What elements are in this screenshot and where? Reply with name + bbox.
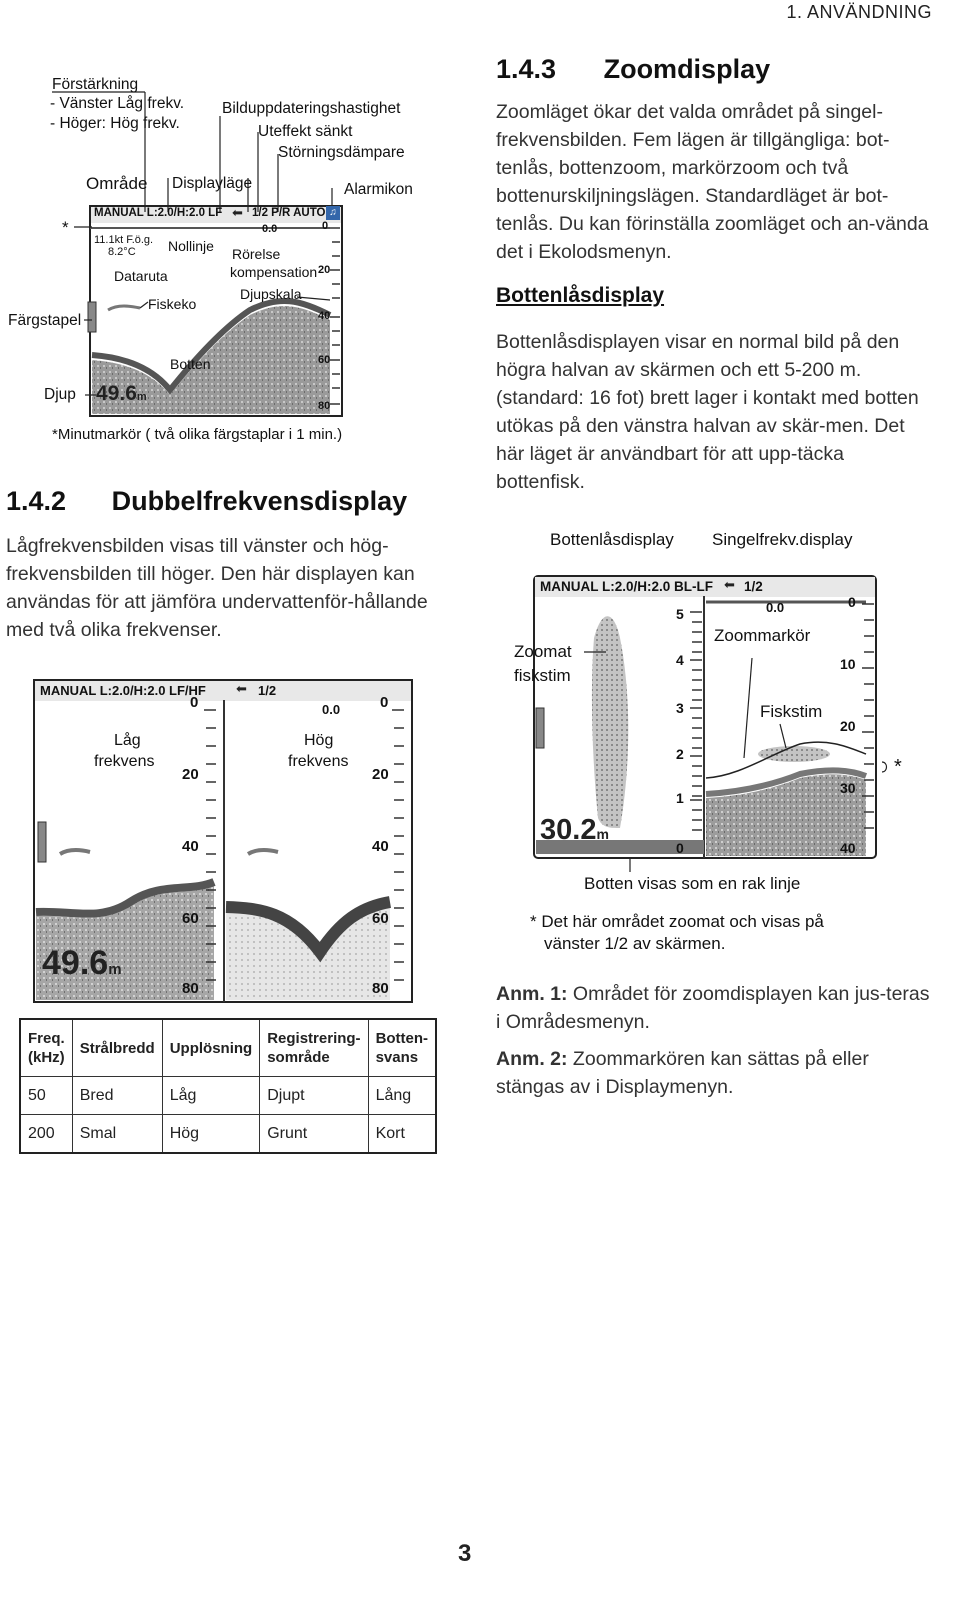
scale-label: 60 xyxy=(182,910,199,927)
scale-label: 3 xyxy=(676,700,684,716)
display-mode-callout: Displayläge xyxy=(172,175,253,192)
frequency-comparison-table xyxy=(19,1018,437,1154)
scale-label: 0 xyxy=(848,594,856,610)
scale-label: 0 xyxy=(322,220,329,232)
zero-line-callout: Nollinje xyxy=(168,238,214,254)
status-bar-right-text: 1/2 P/R AUTO xyxy=(252,207,326,219)
depth-value: 49.6 xyxy=(42,944,109,982)
high-frequency-label: Hög xyxy=(304,732,334,749)
scale-label: 20 xyxy=(318,264,331,276)
table-cell: Lång xyxy=(368,1077,436,1115)
advance-text: 1/2 xyxy=(258,683,277,698)
bottom-lock-heading: Bottenlåsdisplay xyxy=(496,284,665,307)
table-header-cell: Registrering-sområde xyxy=(260,1019,368,1077)
table-cell: 200 xyxy=(20,1115,72,1154)
scale-label: 2 xyxy=(676,746,684,762)
table-cell: 50 xyxy=(20,1077,72,1115)
data-line-2: 8.2°C xyxy=(108,246,136,258)
gain-low-callout: - Vänster Låg frekv. xyxy=(50,95,185,112)
table-row xyxy=(20,1077,436,1115)
bottom-lock-body: Bottenlåsdisplayen visar en normal bild på den högra halvan av skärmen och ett 5-200 m. (standard: 16 fot) brett lager i kontakt med botten utökas på den vänstra halvan av skär-men. Det här läget är användbart för att upp-täcka bottenfisk. xyxy=(496,331,919,493)
figure-dual-frequency xyxy=(30,676,420,1006)
depth-unit: m xyxy=(596,826,609,842)
depth-readout xyxy=(540,814,609,847)
status-bar-text: MANUAL L:2.0/H:2.0 LF/HF xyxy=(40,683,206,698)
scale-label: 5 xyxy=(676,606,684,622)
arrow-icon: ⬅ xyxy=(724,577,735,592)
range-callout: Område xyxy=(86,174,148,193)
figure-single-display xyxy=(0,70,440,450)
scale-label: 20 xyxy=(840,718,856,734)
alarm-icon: ♫ xyxy=(326,206,340,220)
scale-label: 30 xyxy=(840,780,856,796)
low-frequency-label: Låg xyxy=(114,732,141,749)
table-cell: Djupt xyxy=(260,1077,368,1115)
data-box-callout: Dataruta xyxy=(114,268,168,284)
table-cell: Bred xyxy=(72,1077,162,1115)
status-bar-text: MANUAL L:2.0/H:2.0 LF xyxy=(94,207,223,219)
page-number: 3 xyxy=(458,1540,472,1567)
note-label: Anm. 2: xyxy=(496,1048,568,1070)
table-row xyxy=(20,1115,436,1154)
single-frequency-label: Singelfrekv.display xyxy=(712,530,853,549)
section-142-body: Lågfrekvensbilden visas till vänster och hög-frekvensbilden till höger. Den här displayen kan användas för att jämföra undervattenför-hållande med två olika frekvenser. xyxy=(6,535,428,641)
table-cell: Låg xyxy=(162,1077,260,1115)
depth-scale-callout: Djupskala xyxy=(240,286,302,302)
table-header-cell: Freq. (kHz) xyxy=(20,1019,72,1077)
table-header-row xyxy=(20,1019,436,1077)
scale-label: 80 xyxy=(318,400,331,412)
table-cell: Smal xyxy=(72,1115,162,1154)
zoom-note-line-1: * Det här området zoomat och visas på xyxy=(530,912,824,931)
table-cell: Grunt xyxy=(260,1115,368,1154)
scale-label: 0 xyxy=(380,694,389,711)
bottom-callout: Botten xyxy=(170,356,211,372)
chapter-header: 1. ANVÄNDNING xyxy=(786,2,932,22)
zoom-note-line-2: vänster 1/2 av skärmen. xyxy=(544,934,726,953)
scale-label: 40 xyxy=(318,310,331,322)
scale-label: 40 xyxy=(372,838,389,855)
heave-callout: Rörelse xyxy=(232,246,281,262)
asterisk-callout: * xyxy=(62,218,69,237)
section-number: 1.4.3 xyxy=(496,54,557,84)
scale-label: 80 xyxy=(372,980,389,997)
note-label: Anm. 1: xyxy=(496,983,568,1005)
low-frequency-label-2: frekvens xyxy=(94,753,155,770)
table-cell: Kort xyxy=(368,1115,436,1154)
table-cell: Hög xyxy=(162,1115,260,1154)
scale-label: 40 xyxy=(182,838,199,855)
depth-callout: Djup xyxy=(44,386,76,403)
note-2 xyxy=(496,1045,936,1101)
heave-callout-2: kompensation xyxy=(230,264,318,280)
scale-label: 20 xyxy=(182,766,199,783)
section-143-heading xyxy=(496,54,770,85)
zoomed-school-label-2: fiskstim xyxy=(514,666,571,685)
note-text: Området för zoomdisplayen kan jus-teras i Områdesmenyn. xyxy=(496,983,930,1033)
scale-label: 40 xyxy=(840,840,856,856)
data-line-1: 11.1kt F.ö.g. xyxy=(94,234,154,246)
fish-school-label: Fiskstim xyxy=(760,702,823,721)
gain-high-callout: - Höger: Hög frekv. xyxy=(50,115,180,132)
depth-readout xyxy=(96,382,147,406)
arrow-icon: ⬅ xyxy=(232,205,243,220)
depth-unit: m xyxy=(108,961,122,978)
section-title: Dubbelfrekvensdisplay xyxy=(111,486,408,516)
scale-label: 4 xyxy=(676,652,684,668)
table-header-cell: Strålbredd xyxy=(72,1019,162,1077)
figure-bottom-lock xyxy=(510,528,930,958)
high-frequency-label-2: frekvens xyxy=(288,753,349,770)
depth-unit: m xyxy=(136,391,147,403)
status-bar-text: MANUAL L:2.0/H:2.0 BL-LF xyxy=(540,579,714,594)
section-title: Zoomdisplay xyxy=(603,54,771,84)
scale-label: 10 xyxy=(840,656,856,672)
bottom-lock-label: Bottenlåsdisplay xyxy=(550,530,674,549)
scale-label: 1 xyxy=(676,790,684,806)
picture-advance-callout: Bilduppdateringshastighet xyxy=(222,100,401,117)
note-text: Zoommarkören kan sättas på eller stängas av i Displaymenyn. xyxy=(496,1048,869,1098)
zoom-marker-label: Zoommarkör xyxy=(714,626,811,645)
bottom-flat-caption: Botten visas som en rak linje xyxy=(584,874,801,893)
interference-callout: Störningsdämpare xyxy=(278,144,405,161)
zoomed-school-label: Zoomat xyxy=(514,642,572,661)
scale-label: 20 xyxy=(372,766,389,783)
section-number: 1.4.2 xyxy=(6,486,67,516)
advance-text: 1/2 xyxy=(744,579,763,594)
minute-marker-note: *Minutmarkör ( två olika färgstaplar i 1 min.) xyxy=(52,426,343,443)
section-143-body: Zoomläget ökar det valda området på singel-frekvensbilden. Fem lägen är tillgängliga: bot-tenlås, bottenzoom, markörzoom och två bottenurskiljningslägen. Standardläget är bot-tenlås. Du kan förinställa zoomläget och an-vända det i Ekolodsmenyn. xyxy=(496,101,929,263)
zero-line-value: 0.0 xyxy=(262,223,278,235)
section-142-heading xyxy=(6,486,407,517)
tx-power-callout: Uteffekt sänkt xyxy=(258,123,353,140)
color-bar-callout: Färgstapel xyxy=(8,312,82,329)
depth-value: 30.2 xyxy=(540,814,597,846)
table-header-cell: Upplösning xyxy=(162,1019,260,1077)
scale-label: 60 xyxy=(372,910,389,927)
zero-line-value: 0.0 xyxy=(766,600,785,615)
asterisk-callout: * xyxy=(894,756,902,778)
scale-label: 60 xyxy=(318,354,331,366)
fish-echo-callout: Fiskeko xyxy=(148,296,197,312)
alarm-icon-callout: Alarmikon xyxy=(344,181,413,198)
scale-label: 80 xyxy=(182,980,199,997)
scale-label: 0 xyxy=(676,840,684,856)
zero-line-value: 0.0 xyxy=(322,702,341,717)
scale-label: 0 xyxy=(190,694,199,711)
table-header-cell: Botten-svans xyxy=(368,1019,436,1077)
gain-callout: Förstärkning xyxy=(52,76,139,93)
depth-readout xyxy=(42,944,122,983)
note-1 xyxy=(496,980,936,1036)
depth-value: 49.6 xyxy=(96,382,137,405)
arrow-icon: ⬅ xyxy=(236,681,247,696)
